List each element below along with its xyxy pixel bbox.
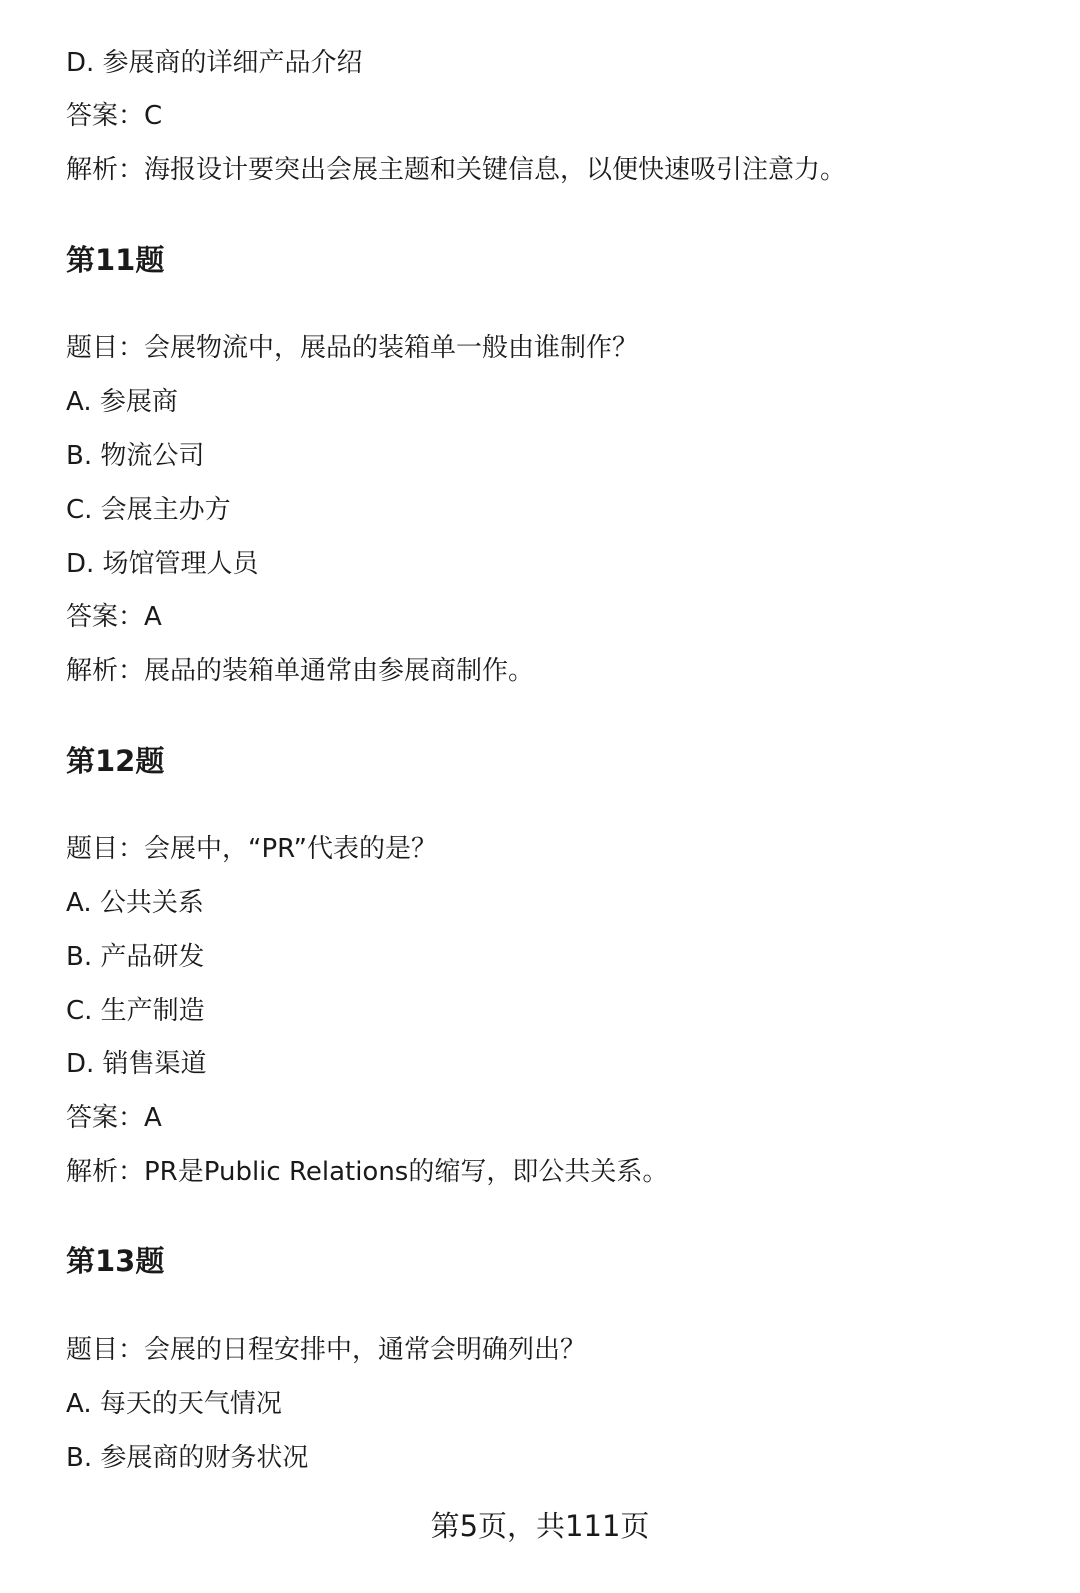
- question-11-option-b: B. 物流公司: [66, 441, 205, 471]
- question-11-analysis: 解析：展品的装箱单通常由参展商制作。: [66, 656, 535, 686]
- option-d: D. 参展商的详细产品介绍: [66, 48, 363, 78]
- question-12-option-a: A. 公共关系: [66, 888, 204, 918]
- question-13-option-a: A. 每天的天气情况: [66, 1389, 282, 1419]
- question-12-heading: 第12题: [66, 744, 165, 778]
- question-12-answer: 答案：A: [66, 1103, 162, 1133]
- question-11-text: 题目：会展物流中，展品的装箱单一般由谁制作？: [66, 333, 639, 363]
- question-12-analysis: 解析：PR是Public Relations的缩写，即公共关系。: [66, 1157, 669, 1187]
- analysis: 解析：海报设计要突出会展主题和关键信息，以便快速吸引注意力。: [66, 155, 847, 185]
- question-12-option-b: B. 产品研发: [66, 942, 205, 972]
- question-11-option-d: D. 场馆管理人员: [66, 549, 259, 579]
- question-13-option-b: B. 参展商的财务状况: [66, 1443, 309, 1473]
- question-11-option-c: C. 会展主办方: [66, 495, 231, 525]
- question-13-text: 题目：会展的日程安排中，通常会明确列出？: [66, 1335, 587, 1365]
- question-12-option-c: C. 生产制造: [66, 996, 205, 1026]
- answer: 答案：C: [66, 101, 163, 131]
- question-11-answer: 答案：A: [66, 602, 162, 632]
- question-12-text: 题目：会展中，“PR”代表的是？: [66, 834, 438, 864]
- question-11-option-a: A. 参展商: [66, 387, 178, 417]
- page-number: 第5页，共111页: [430, 1509, 650, 1543]
- question-11-heading: 第11题: [66, 243, 165, 277]
- question-13-heading: 第13题: [66, 1244, 165, 1278]
- question-12-option-d: D. 销售渠道: [66, 1049, 207, 1079]
